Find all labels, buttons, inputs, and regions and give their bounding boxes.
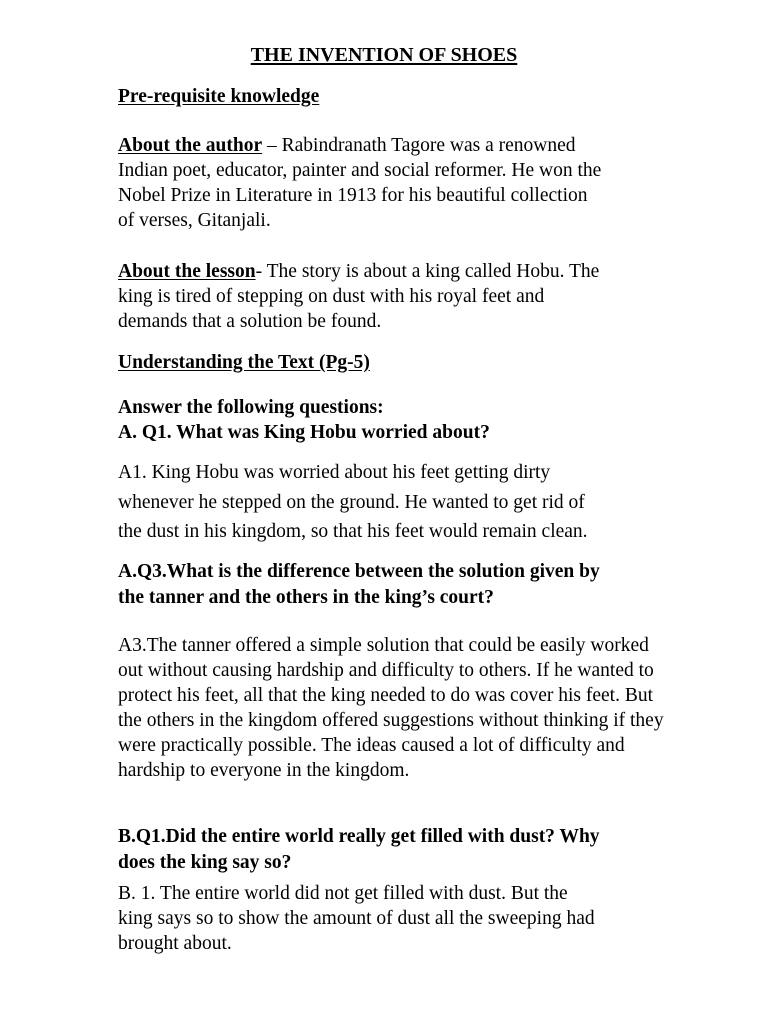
answer-line: out without causing hardship and difficulty to others. If he wanted to	[118, 660, 654, 681]
page-title: THE INVENTION OF SHOES	[250, 44, 518, 66]
author-line: – Rabindranath Tagore was a renowned	[262, 135, 576, 156]
answer-3	[118, 633, 664, 783]
author-line: Nobel Prize in Literature in 1913 for his beautiful collection	[118, 185, 588, 206]
lesson-line: demands that a solution be found.	[118, 311, 382, 332]
answer-line: B. 1. The entire world did not get filled with dust. But the	[118, 883, 568, 904]
answer-line: A1. King Hobu was worried about his feet getting dirty	[118, 462, 551, 483]
answer-line: hardship to everyone in the kingdom.	[118, 760, 410, 781]
author-paragraph	[118, 133, 601, 233]
lesson-line: - The story is about a king called Hobu. The	[255, 261, 600, 282]
question-line: does the king say so?	[118, 852, 292, 873]
lesson-paragraph	[118, 259, 599, 334]
answer-line: king says so to show the amount of dust all the sweeping had	[118, 908, 595, 929]
answer-heading: Answer the following questions:	[118, 397, 384, 418]
author-heading: About the author	[118, 135, 263, 156]
answer-line: the others in the kingdom offered suggestions without thinking if they	[118, 710, 664, 731]
question-1: A. Q1. What was King Hobu worried about?	[118, 422, 490, 443]
answer-line: protect his feet, all that the king needed to do was cover his feet. But	[118, 685, 654, 706]
answer-line: brought about.	[118, 933, 232, 954]
question-line: B.Q1.Did the entire world really get filled with dust? Why	[118, 826, 600, 847]
understanding-heading: Understanding the Text (Pg-5)	[118, 352, 370, 373]
prereq-heading: Pre-requisite knowledge	[118, 86, 320, 107]
answer-line: were practically possible. The ideas caused a lot of difficulty and	[118, 735, 625, 756]
question-b1	[118, 824, 600, 876]
answer-1	[118, 458, 588, 547]
lesson-heading: About the lesson	[118, 261, 256, 282]
author-line: Indian poet, educator, painter and social reformer. He won the	[118, 160, 602, 181]
question-line: A.Q3.What is the difference between the solution given by	[118, 561, 600, 582]
lesson-line: king is tired of stepping on dust with his royal feet and	[118, 286, 545, 307]
answer-line: whenever he stepped on the ground. He wanted to get rid of	[118, 491, 585, 513]
question-line: the tanner and the others in the king’s court?	[118, 587, 494, 608]
answer-line: A3.The tanner offered a simple solution that could be easily worked	[118, 635, 649, 656]
author-line: of verses, Gitanjali.	[118, 210, 271, 231]
questions-block	[118, 395, 490, 445]
question-3	[118, 559, 600, 611]
answer-b1	[118, 881, 595, 956]
answer-line: the dust in his kingdom, so that his feet would remain clean.	[118, 521, 588, 542]
